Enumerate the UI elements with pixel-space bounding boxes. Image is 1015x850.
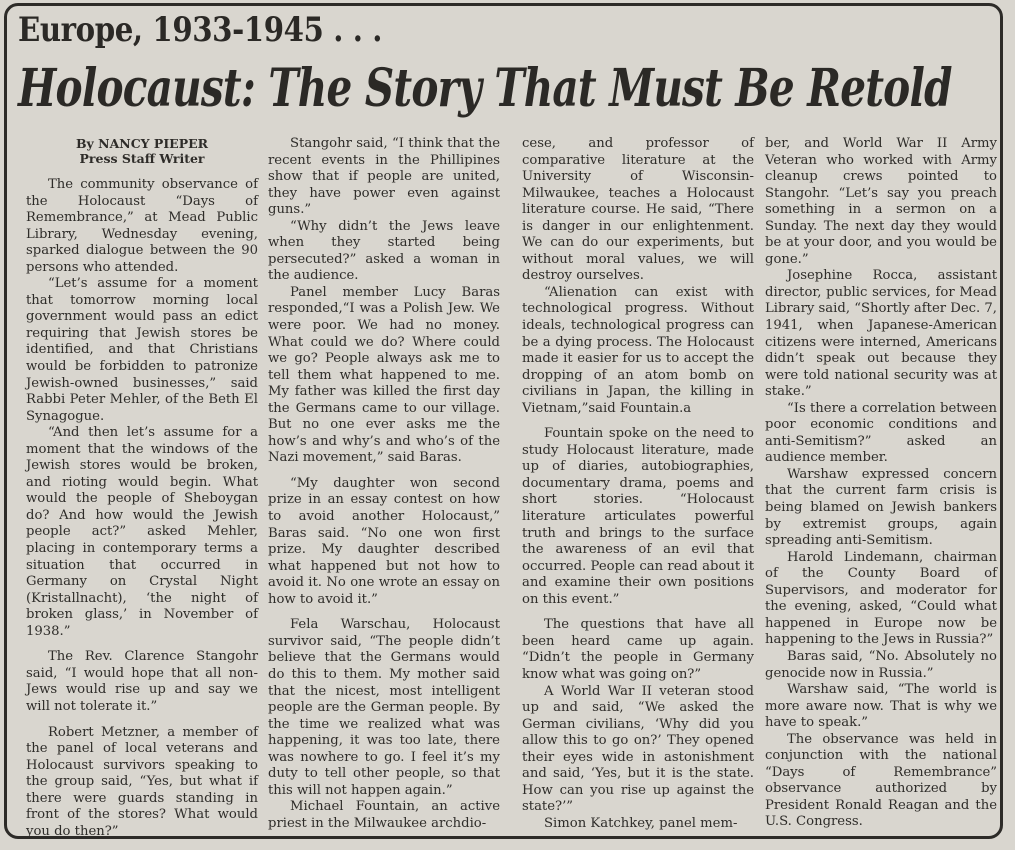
paragraph: Simon Katchkey, panel mem- xyxy=(544,815,738,831)
byline xyxy=(26,136,258,166)
paragraph: Fela Warschau, Holocaust survivor said, “The people didn’t believe that the Germans would do this to them. My mother said that the nicest, most intelligent people are the German people. By the time we realized what was happening, it was too late, there was nowhere to go. I feel it’s my duty to tell other people, so that this will not happen again.” xyxy=(268,617,500,798)
paragraph: “Is there a correlation between poor economic conditions and anti-Semitism?” asked an audience member. xyxy=(765,400,997,466)
paragraph: Michael Fountain, an active priest in the Milwaukee archdio- xyxy=(268,799,500,831)
byline-title: Press Staff Writer xyxy=(79,151,205,166)
paragraph: “My daughter won second prize in an essay contest on how to avoid another Holocaust,” Baras said. “No one won first prize. My daughter described what happened but not how to avoid it. No one wrote an essay on how to avoid it.” xyxy=(268,475,500,607)
paragraph: “Alienation can exist with technological progress. Without ideals, technological progress can be a dying process. The Holocaust made it easier for us to accept the dropping of an atom bomb on civilians in Japan, the killing in Vietnam,”said Fountain.a xyxy=(522,284,754,416)
paragraph: Stangohr said, “I think that the recent events in the Phillipines show that if people are united, they have power even against guns.” xyxy=(268,136,500,218)
article-column-3 xyxy=(522,136,754,832)
paragraph: Panel member Lucy Baras responded,“I was a Polish Jew. We were poor. We had no money. What could we do? Where could we go? People always ask me to tell them what happened to me. My father was killed the first day the Germans came to our village. But no one ever asks me the how’s and why’s and who’s of the Nazi movement,” said Baras. xyxy=(268,284,500,466)
article-column-2 xyxy=(268,136,500,832)
paragraph: The observance was held in conjunction with the national “Days of Remembrance” observance authorized by President Ronald Reagan and the U.S. Congress. xyxy=(765,731,997,830)
article-column-1 xyxy=(26,136,258,840)
headline: Holocaust: The Story That Must Be Retold xyxy=(18,58,952,119)
paragraph: The community observance of the Holocaust “Days of Remembrance,” at Mead Public Library, Wednesday evening, sparked dialogue between the 90 persons who attended. xyxy=(26,177,258,275)
paragraph: Fountain spoke on the need to study Holocaust literature, made up of diaries, autobiographies, documentary drama, poems and short stories. “Holocaust literature articulates powerful truth and brings to the surface the awareness of an evil that occurred. People can read about it and examine their own positions on this event.” xyxy=(522,426,754,607)
paragraph: “Why didn’t the Jews leave when they started being persecuted?” asked a woman in the audience. xyxy=(268,218,500,284)
paragraph: A World War II veteran stood up and said, “We asked the German civilians, ‘Why did you allow this to go on?’ They opened their eyes wide in astonishment and said, ‘Yes, but it is the state. How can you rise up against the state?’” xyxy=(522,683,754,815)
paragraph: Robert Metzner, a member of the panel of local veterans and Holocaust survivors speaking to the group said, “Yes, but what if there were guards standing in front of the stores? What would you do then?” xyxy=(26,724,258,839)
paragraph: The questions that have all been heard came up again. “Didn’t the people in Germany know what was going on?” xyxy=(522,617,754,682)
paragraph: “Let’s assume for a moment that tomorrow morning local government would pass an edict requiring that Jewish stores be identified, and that Christians would be forbidden to patronize Jewish-owned businesses,” said Rabbi Peter Mehler, of the Beth El Synagogue. xyxy=(26,276,258,424)
article-column-4 xyxy=(765,136,997,831)
paragraph: The Rev. Clarence Stangohr said, “I would hope that all non-Jews would rise up and say we will not tolerate it.” xyxy=(26,649,258,714)
paragraph: Josephine Rocca, assistant director, public services, for Mead Library said, “Shortly after Dec. 7, 1941, when Japanese-American citizens were interned, Americans didn’t speak out because they were told national security was at stake.” xyxy=(765,268,997,400)
paragraph: Warshaw expressed concern that the current farm crisis is being blamed on Jewish bankers by extremist groups, again spreading anti-Semitism. xyxy=(765,466,997,549)
paragraph: cese, and professor of comparative literature at the University of Wisconsin-Milwaukee, teaches a Holocaust literature course. He said, “There is danger in our enlightenment. We can do our experiments, but without moral values, we will destroy ourselves. xyxy=(522,136,754,284)
paragraph: Warshaw said, “The world is more aware now. That is why we have to speak.” xyxy=(765,682,997,731)
paragraph: Harold Lindemann, chairman of the County Board of Supervisors, and moderator for the evening, asked, “Could what happened in Europe now be happening to the Jews in Russia?” xyxy=(765,549,997,648)
byline-author: By NANCY PIEPER xyxy=(75,136,209,151)
paragraph: “And then let’s assume for a moment that the windows of the Jewish stores would be broken, and rioting would begin. What would the people of Sheboygan do? And how would the Jewish people act?” asked Mehler, placing in contemporary terms a situation that occurred in Germany on Crystal Night (Kristallnacht), ‘the night of broken glass,’ in November of 1938.” xyxy=(26,425,258,639)
kicker-heading: Europe, 1933-1945 . . . xyxy=(18,10,382,50)
paragraph: Baras said, “No. Absolutely no genocide now in Russia.” xyxy=(765,648,997,681)
paragraph: ber, and World War II Army Veteran who worked with Army cleanup crews pointed to Stangohr. “Let’s say you preach something in a sermon on a Sunday. The next day they would be at your door, and you would be gone.” xyxy=(765,136,997,267)
